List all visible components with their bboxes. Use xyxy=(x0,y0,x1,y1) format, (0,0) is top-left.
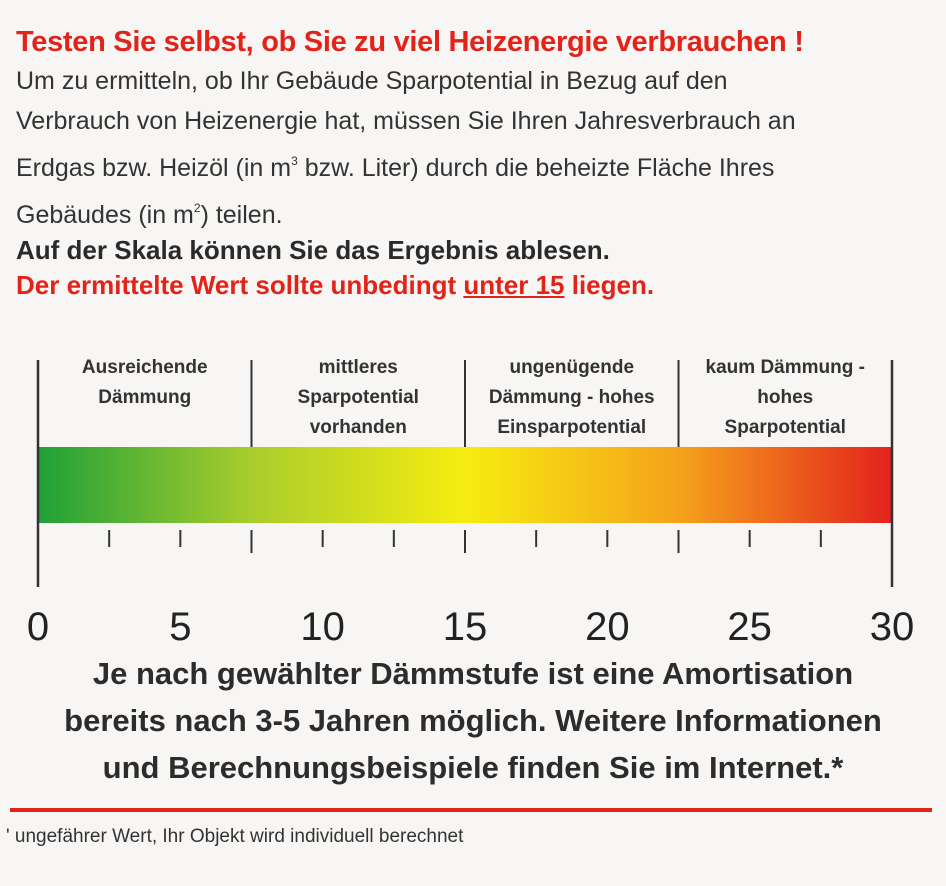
tick-label: 5 xyxy=(169,605,192,649)
intro-line: Erdgas bzw. Heizöl (in $m^3$ bzw. Liter) durch die beheizte Fläche Ihres xyxy=(16,154,775,182)
footer-line: Je nach gewählter Dämmstufe ist eine Amortisation xyxy=(92,656,854,691)
category-label: mittleres Sparpotential vorhanden xyxy=(297,357,419,438)
energy-scale xyxy=(0,340,946,650)
tick-label: 25 xyxy=(727,605,772,649)
footer-line: und Berechnungsbeispiele finden Sie im Internet.* xyxy=(102,750,844,785)
tick-labels xyxy=(27,605,914,649)
tick-label: 15 xyxy=(442,605,488,649)
gradient-bar xyxy=(38,447,892,523)
category-label: ungenügende Dämmung - hohes Einsparpotential xyxy=(488,357,655,438)
tick-label: 0 xyxy=(26,605,50,649)
tick-label: 20 xyxy=(585,605,630,649)
red-divider xyxy=(10,808,932,812)
footnote: ' ungefährer Wert, Ihr Objekt wird individuell berechnet xyxy=(6,826,464,847)
headline: Testen Sie selbst, ob Sie zu viel Heizenergie verbrauchen ! xyxy=(16,26,804,58)
category-labels xyxy=(82,357,865,438)
intro-line: Gebäudes (in $m^2$) teilen. xyxy=(16,201,283,229)
intro-line: Um zu ermitteln, ob Ihr Gebäude Sparpotential in Bezug auf den xyxy=(16,67,728,95)
instruction-text: Auf der Skala können Sie das Ergebnis ablesen. xyxy=(16,235,610,265)
tick-label: 30 xyxy=(869,605,915,649)
intro-block xyxy=(16,26,931,301)
footer-line: bereits nach 3-5 Jahren möglich. Weitere Informationen xyxy=(64,703,882,738)
intro-text xyxy=(16,61,931,235)
category-label: kaum Dämmung -hohes Sparpotential xyxy=(705,357,865,438)
tick-label: 10 xyxy=(300,605,345,649)
category-label: Ausreichende Dämmung xyxy=(81,357,208,408)
footer-text xyxy=(0,650,946,791)
warning-text: Der ermittelte Wert sollte unbedingt unter 15 liegen. xyxy=(16,270,655,300)
warning-threshold: unter 15 xyxy=(463,270,565,300)
intro-line: Verbrauch von Heizenergie hat, müssen Sie Ihren Jahresverbrauch an xyxy=(16,107,796,135)
